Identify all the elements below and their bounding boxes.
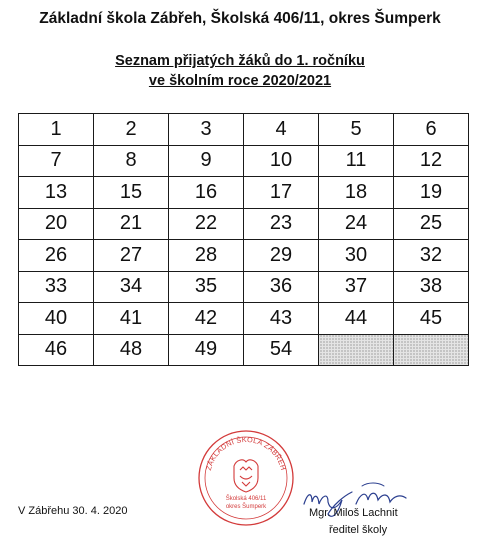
pupil-number-cell: 24: [319, 208, 394, 240]
table-row: [19, 114, 469, 146]
pupil-number-cell: 23: [244, 208, 319, 240]
table-row: [19, 208, 469, 240]
table-row: [19, 177, 469, 209]
empty-shaded-cell: [394, 334, 469, 366]
pupil-number-cell: 1: [19, 114, 94, 146]
pupil-number-cell: 2: [94, 114, 169, 146]
table-row: [19, 240, 469, 272]
pupil-number-cell: 7: [19, 145, 94, 177]
pupil-number-cell: 44: [319, 303, 394, 335]
pupil-number-cell: 43: [244, 303, 319, 335]
empty-shaded-cell: [319, 334, 394, 366]
pupil-number-cell: 41: [94, 303, 169, 335]
pupil-number-cell: 8: [94, 145, 169, 177]
pupil-number-cell: 11: [319, 145, 394, 177]
pupil-number-cell: 21: [94, 208, 169, 240]
pupil-number-cell: 48: [94, 334, 169, 366]
pupil-number-cell: 5: [319, 114, 394, 146]
pupil-number-cell: 19: [394, 177, 469, 209]
pupil-number-cell: 13: [19, 177, 94, 209]
pupil-number-cell: 18: [319, 177, 394, 209]
pupil-number-cell: 30: [319, 240, 394, 272]
table-row: [19, 271, 469, 303]
pupil-number-cell: 3: [169, 114, 244, 146]
pupil-number-cell: 25: [394, 208, 469, 240]
pupil-number-cell: 46: [19, 334, 94, 366]
pupil-number-cell: 40: [19, 303, 94, 335]
pupil-number-cell: 20: [19, 208, 94, 240]
pupil-number-cell: 33: [19, 271, 94, 303]
lion-emblem-icon: [234, 460, 258, 492]
pupil-number-cell: 29: [244, 240, 319, 272]
pupil-number-cell: 42: [169, 303, 244, 335]
signer-role: ředitel školy: [329, 524, 388, 536]
pupil-number-cell: 6: [394, 114, 469, 146]
pupil-number-cell: 17: [244, 177, 319, 209]
title-line-1: Seznam přijatých žáků do 1. ročníku: [115, 53, 365, 69]
pupil-number-cell: 10: [244, 145, 319, 177]
signer-name: Mgr. Miloš Lachnit: [309, 507, 398, 519]
pupil-number-cell: 22: [169, 208, 244, 240]
stamp-arc-text: ZÁKLADNÍ ŠKOLA ZÁBŘEH: [203, 434, 289, 472]
pupil-number-cell: 32: [394, 240, 469, 272]
stamp-lower-line-1: Školská 406/11: [225, 496, 267, 502]
table-row: [19, 145, 469, 177]
pupil-number-cell: 16: [169, 177, 244, 209]
pupil-number-cell: 28: [169, 240, 244, 272]
admitted-pupils-table: [18, 113, 469, 366]
stamp-lower-line-2: okres Šumperk: [225, 504, 267, 510]
table-row: [19, 303, 469, 335]
pupil-number-cell: 45: [394, 303, 469, 335]
pupil-number-cell: 15: [94, 177, 169, 209]
pupil-number-cell: 4: [244, 114, 319, 146]
pupil-number-cell: 49: [169, 334, 244, 366]
pupil-number-cell: 36: [244, 271, 319, 303]
document-title: [0, 51, 480, 91]
stamp-rings: [199, 431, 293, 525]
pupil-number-cell: 34: [94, 271, 169, 303]
school-name: Základní škola Zábřeh, Školská 406/11, okres Šumperk: [39, 10, 441, 27]
title-line-2: ve školním roce 2020/2021: [148, 73, 332, 89]
school-stamp: [196, 428, 296, 528]
pupil-number-cell: 27: [94, 240, 169, 272]
place-and-date: V Zábřehu 30. 4. 2020: [18, 505, 128, 517]
pupil-number-cell: 35: [169, 271, 244, 303]
pupil-number-cell: 38: [394, 271, 469, 303]
pupil-number-cell: 26: [19, 240, 94, 272]
pupil-number-cell: 12: [394, 145, 469, 177]
table-row: [19, 334, 469, 366]
signer-block: [309, 505, 398, 539]
pupil-number-cell: 37: [319, 271, 394, 303]
pupil-number-cell: 54: [244, 334, 319, 366]
pupil-number-cell: 9: [169, 145, 244, 177]
